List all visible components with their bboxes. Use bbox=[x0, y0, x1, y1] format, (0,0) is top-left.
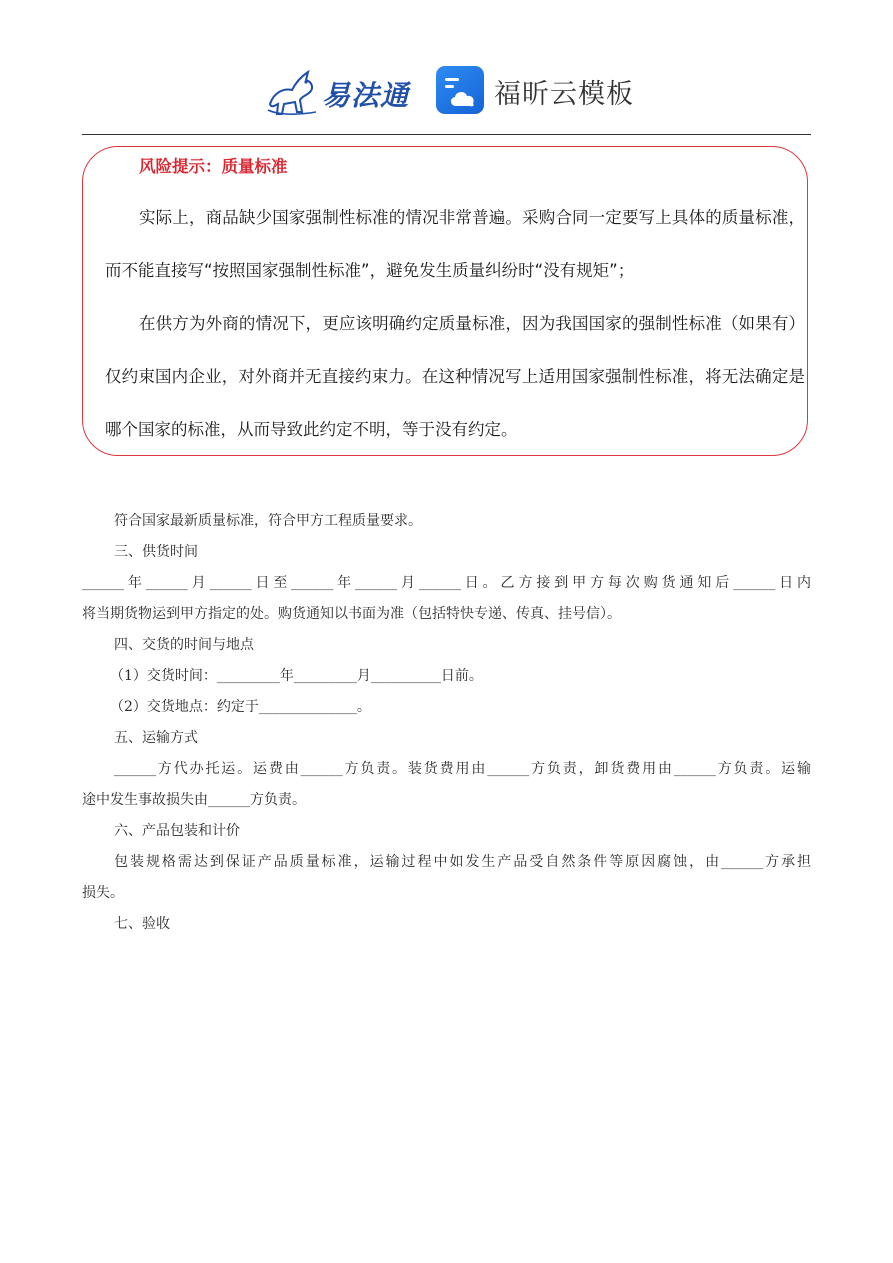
section-heading-acceptance: 七、验收 bbox=[114, 916, 170, 932]
packaging-text-line-2: 损失。 bbox=[82, 885, 124, 901]
risk-tip-title: 风险提示：质量标准 bbox=[139, 157, 288, 176]
fuxin-brand-text: 福昕云模板 bbox=[494, 79, 634, 110]
delivery-time-text: （1）交货时间：_________年_________月__________日前。 bbox=[110, 668, 483, 684]
risk-tip-paragraph-2 bbox=[105, 297, 805, 456]
risk-tip-paragraph-1 bbox=[105, 191, 805, 297]
fuxin-cloud-icon bbox=[436, 66, 484, 114]
risk-p2-line-1: 在供方为外商的情况下，更应该明确约定质量标准，因为我国国家的强制性标准（如果 bbox=[139, 314, 772, 333]
fuxin-logo bbox=[436, 66, 636, 118]
risk-p2-line-2: 有）仅约束国内企业，对外商并无直接约束力。在这种情况写上适用国家强制性标准，将无 bbox=[105, 314, 806, 386]
contract-body bbox=[82, 506, 811, 940]
risk-p2-line-3: 法确定是哪个国家的标准，从而导致此约定不明，等于没有约定。 bbox=[105, 367, 806, 439]
packaging-text-line-1: 包装规格需达到保证产品质量标准，运输过程中如发生产品受自然条件等原因腐蚀，由______方承担 bbox=[114, 854, 811, 870]
transport-text-line-2: 途中发生事故损失由______方负责。 bbox=[82, 792, 306, 808]
risk-p1-line-1: 实际上，商品缺少国家强制性标准的情况非常普遍。采购合同一定要写上具体的质量标 bbox=[139, 208, 772, 227]
supply-time-text-line-1: ______年______月______日至______年______月______日。乙方接到甲方每次购货通知后______日内 bbox=[82, 575, 811, 591]
yifatong-logo bbox=[262, 64, 412, 118]
section-heading-delivery: 四、交货的时间与地点 bbox=[114, 637, 254, 653]
section-heading-transport: 五、运输方式 bbox=[114, 730, 198, 746]
quality-requirement-text: 符合国家最新质量标准，符合甲方工程质量要求。 bbox=[114, 513, 422, 529]
delivery-place-text: （2）交货地点：约定于______________。 bbox=[110, 699, 371, 715]
risk-tip-box bbox=[82, 146, 808, 456]
supply-time-text-line-2: 将当期货物运到甲方指定的处。购货通知以书面为准（包括特快专递、传真、挂号信）。 bbox=[82, 606, 621, 622]
section-heading-packaging: 六、产品包装和计价 bbox=[114, 823, 240, 839]
section-heading-supply-time: 三、供货时间 bbox=[114, 544, 198, 560]
yifatong-brand-text: 易法通 bbox=[322, 79, 410, 112]
risk-p1-line-2: 准，而不能直接写“按照国家强制性标准”，避免发生质量纠纷时“没有规矩”； bbox=[105, 208, 806, 280]
unicorn-mascot-icon bbox=[262, 64, 322, 118]
page-header bbox=[0, 60, 893, 122]
transport-text-line-1: ______方代办托运。运费由______方负责。装货费用由______方负责，卸货费用由______方负责。运输 bbox=[114, 761, 811, 777]
header-divider bbox=[82, 134, 811, 135]
